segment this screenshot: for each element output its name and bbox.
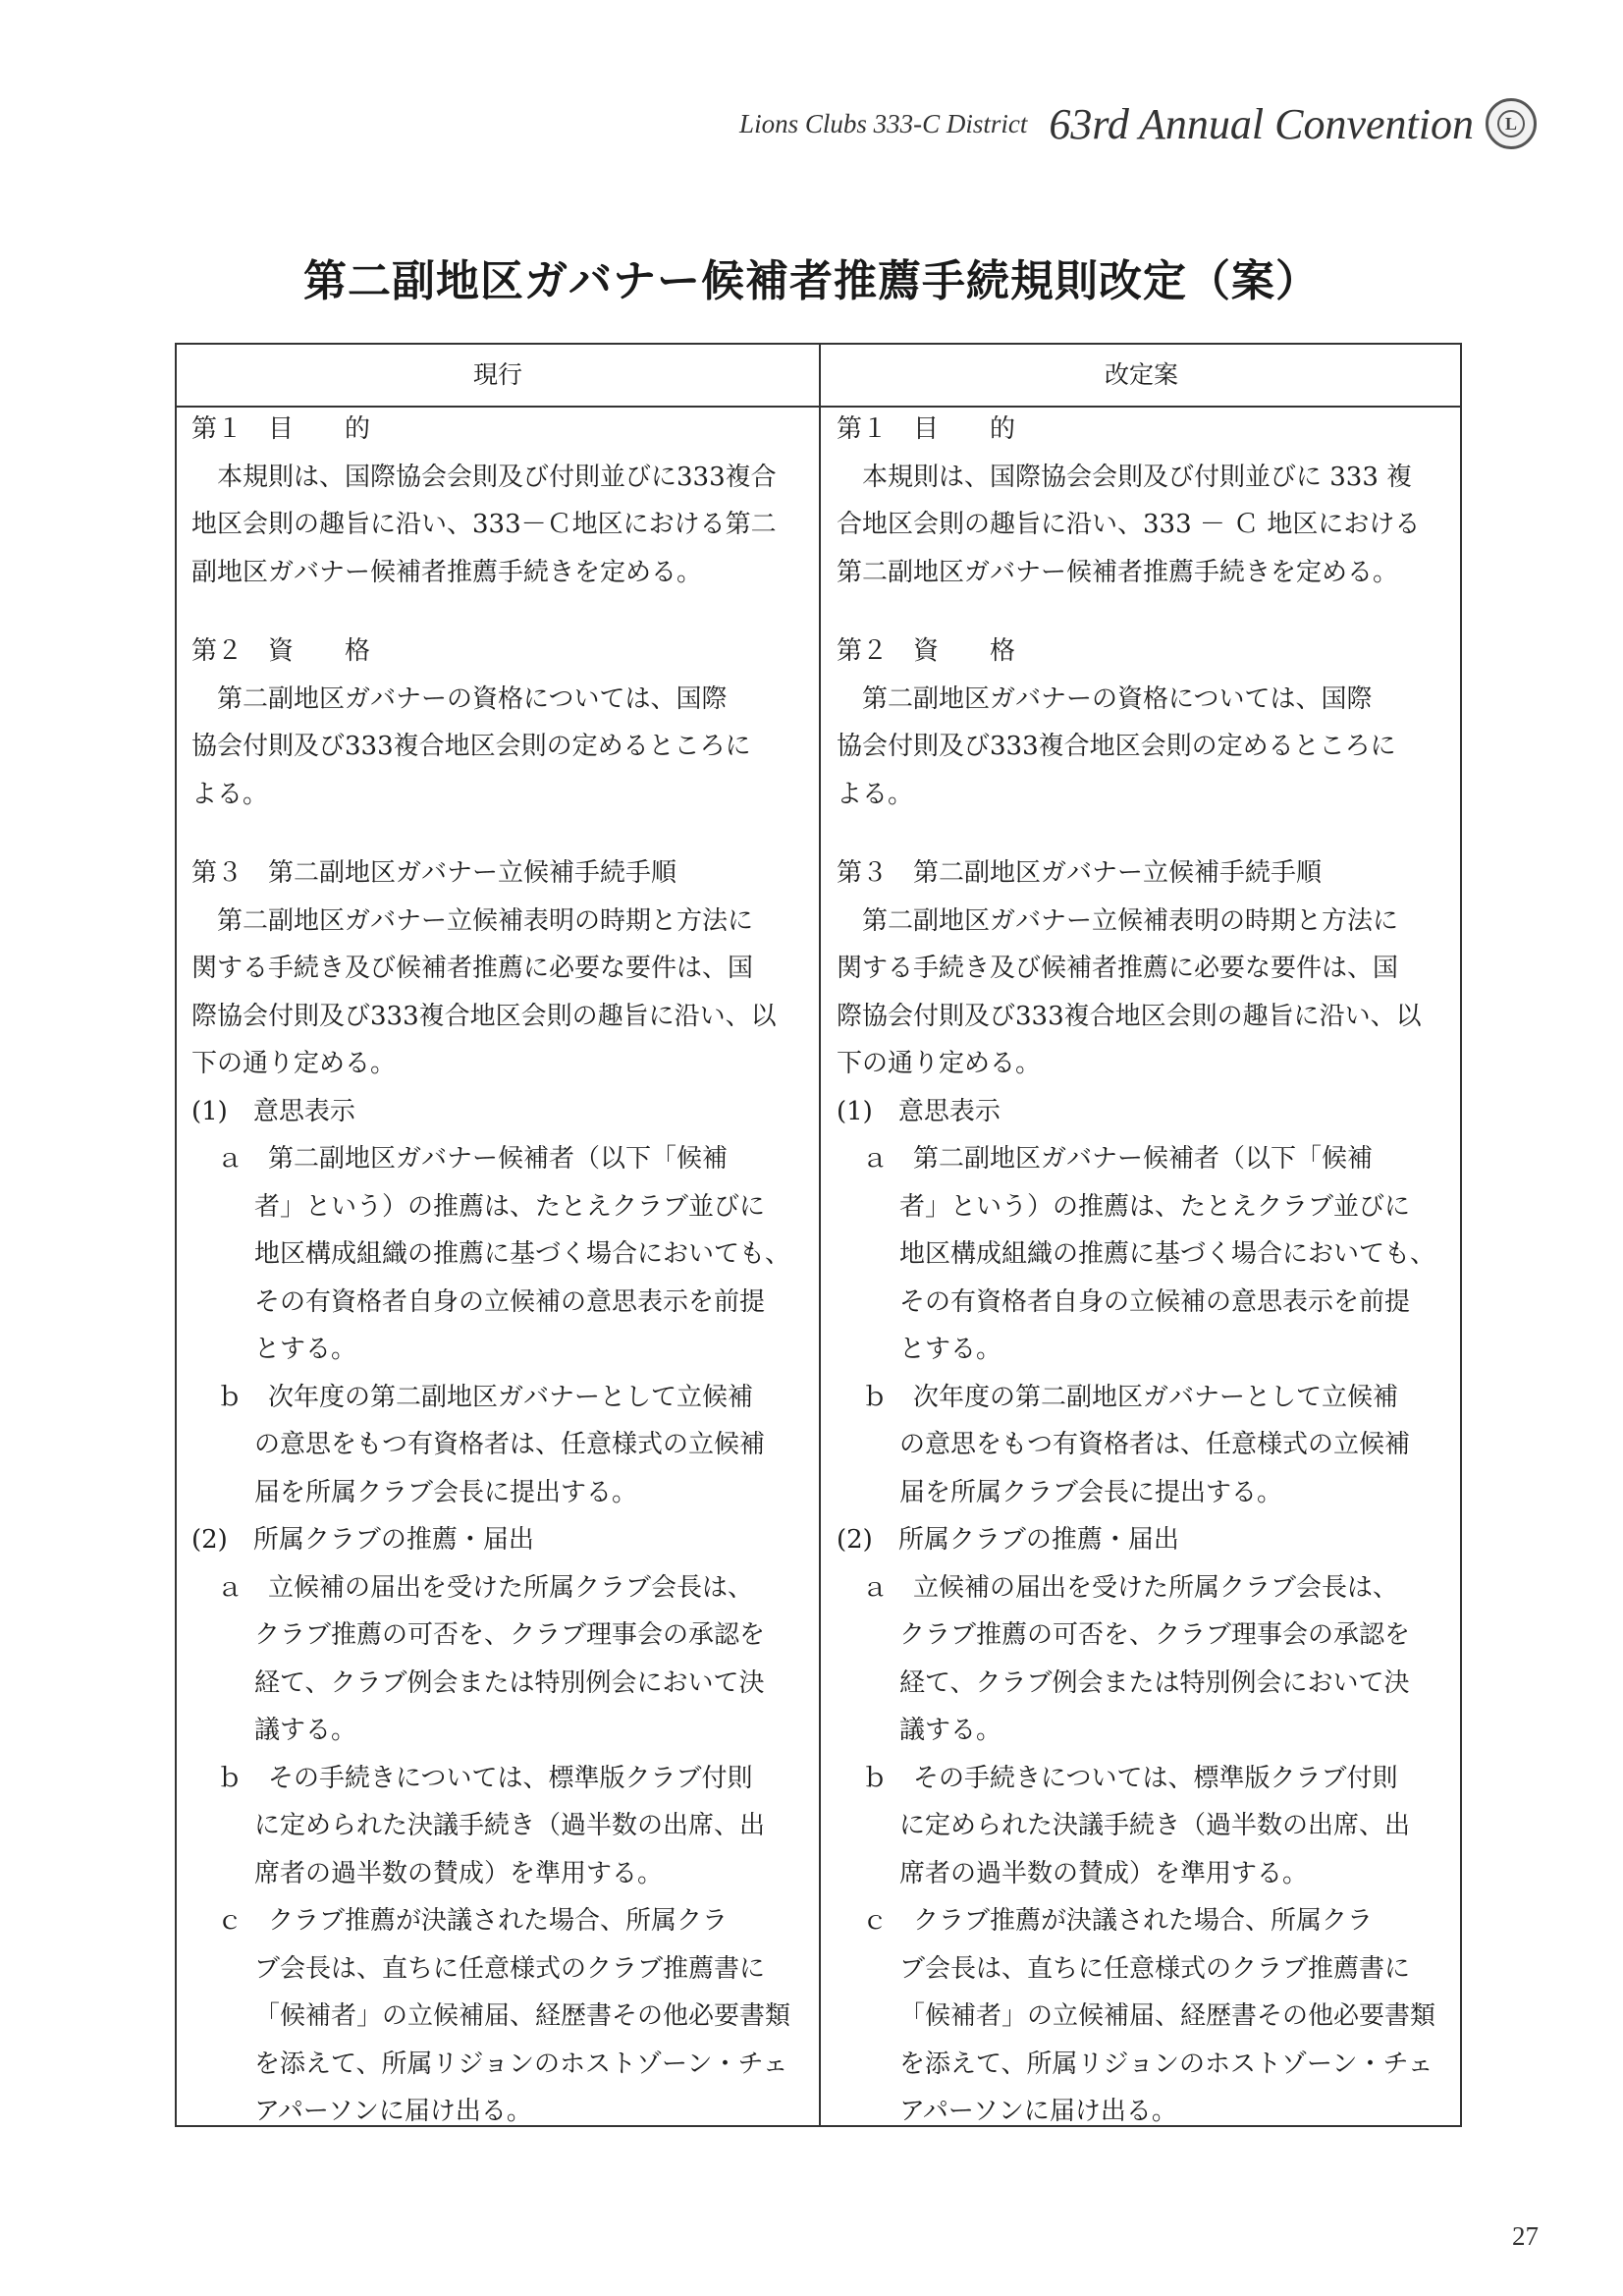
- item-line: クラブ推薦の可否を、クラブ理事会の承認を: [254, 1620, 766, 1650]
- text-line: 第二副地区ガバナーの資格については、国際: [837, 683, 1373, 714]
- text-line: 関する手続き及び候補者推薦に必要な要件は、国: [191, 954, 754, 983]
- article-heading: 第１ 目 的: [191, 414, 371, 444]
- item-line: 「候補者」の立候補届、経歴書その他必要書類: [254, 2001, 791, 2031]
- item-line: ａ 立候補の届出を受けた所属クラブ会長は、: [862, 1572, 1399, 1603]
- item-line: に定められた決議手続き（過半数の出席、出: [254, 1811, 766, 1840]
- section-heading: (2) 所属クラブの推薦・届出: [837, 1525, 1179, 1555]
- item-line: ｂ その手続きについては、標準版クラブ付則: [862, 1763, 1398, 1793]
- article-heading: 第２ 資 格: [837, 636, 1016, 666]
- section-heading: (2) 所属クラブの推薦・届出: [191, 1525, 534, 1555]
- section-heading: (1) 意思表示: [191, 1096, 355, 1126]
- item-line: ａ 立候補の届出を受けた所属クラブ会長は、: [217, 1572, 754, 1603]
- item-line: その有資格者自身の立候補の意思表示を前提: [899, 1286, 1411, 1317]
- item-line: 議する。: [899, 1716, 1002, 1745]
- page-number: 27: [1512, 2221, 1539, 2251]
- text-line: 第二副地区ガバナー立候補表明の時期と方法に: [191, 905, 754, 936]
- text-line: 本規則は、国際協会会則及び付則並びに 333 複: [837, 462, 1413, 492]
- item-line: 「候補者」の立候補届、経歴書その他必要書類: [899, 2001, 1436, 2031]
- item-line: を添えて、所属リジョンのホストゾーン・チェ: [899, 2049, 1434, 2079]
- item-line: ｃ クラブ推薦が決議された場合、所属クラ: [862, 1906, 1374, 1936]
- item-line: アパーソンに届け出る。: [254, 2097, 532, 2126]
- running-header: [739, 98, 1537, 149]
- item-line: クラブ推薦の可否を、クラブ理事会の承認を: [899, 1620, 1411, 1650]
- text-line: 第二副地区ガバナーの資格については、国際: [191, 683, 728, 714]
- document-title: 第二副地区ガバナー候補者推薦手続規則改定（案）: [303, 256, 1320, 306]
- item-line: 席者の過半数の賛成）を準用する。: [254, 1858, 664, 1888]
- item-line: 者」という）の推薦は、たとえクラブ並びに: [899, 1191, 1411, 1222]
- item-line: 地区構成組織の推薦に基づく場合においても、: [899, 1239, 1436, 1269]
- item-line: とする。: [899, 1335, 1002, 1364]
- item-line: に定められた決議手続き（過半数の出席、出: [899, 1811, 1411, 1840]
- item-line: 届を所属クラブ会長に提出する。: [254, 1477, 638, 1507]
- comparison-table: [175, 343, 1462, 2127]
- text-line: 関する手続き及び候補者推薦に必要な要件は、国: [837, 954, 1399, 983]
- text-line: 本規則は、国際協会会則及び付則並びに333複合: [191, 462, 777, 492]
- article-heading: 第１ 目 的: [837, 414, 1016, 444]
- item-line: ａ 第二副地区ガバナー候補者（以下「候補: [217, 1144, 729, 1174]
- header-current: 現行: [472, 360, 522, 389]
- item-line: 席者の過半数の賛成）を準用する。: [899, 1858, 1309, 1888]
- text-line: 際協会付則及び333複合地区会則の趣旨に沿い、以: [191, 1001, 777, 1031]
- item-line: の意思をもつ有資格者は、任意様式の立候補: [899, 1430, 1411, 1459]
- text-line: よる。: [837, 779, 914, 809]
- item-line: ブ会長は、直ちに任意様式のクラブ推薦書に: [899, 1953, 1411, 1984]
- text-line: 第二副地区ガバナー候補者推薦手続きを定める。: [837, 557, 1399, 587]
- column-divider: [819, 345, 821, 2125]
- item-line: アパーソンに届け出る。: [899, 2097, 1177, 2126]
- item-line: ｂ その手続きについては、標準版クラブ付則: [217, 1763, 753, 1793]
- text-line: 際協会付則及び333複合地区会則の趣旨に沿い、以: [837, 1001, 1422, 1031]
- text-line: 下の通り定める。: [191, 1049, 397, 1078]
- header-revised: 改定案: [1104, 360, 1178, 389]
- item-line: 経て、クラブ例会または特別例会において決: [899, 1667, 1410, 1698]
- item-line: 届を所属クラブ会長に提出する。: [899, 1477, 1283, 1507]
- section-heading: (1) 意思表示: [837, 1096, 1001, 1126]
- item-line: とする。: [254, 1335, 357, 1364]
- column-revised: [837, 406, 1453, 2136]
- item-line: ａ 第二副地区ガバナー候補者（以下「候補: [862, 1144, 1374, 1174]
- item-line: 議する。: [254, 1716, 357, 1745]
- column-current: [191, 406, 808, 2136]
- text-line: 副地区ガバナー候補者推薦手続きを定める。: [191, 557, 703, 587]
- item-line: その有資格者自身の立候補の意思表示を前提: [254, 1286, 766, 1317]
- convention-name: 63rd Annual Convention: [1049, 99, 1474, 148]
- district-name: Lions Clubs 333-C District: [739, 108, 1028, 138]
- text-line: 合地区会則の趣旨に沿い、333 － Ｃ 地区における: [837, 510, 1421, 539]
- text-line: 地区会則の趣旨に沿い、333－Ｃ地区における第二: [191, 510, 777, 539]
- item-line: ｂ 次年度の第二副地区ガバナーとして立候補: [862, 1382, 1399, 1412]
- item-line: ｂ 次年度の第二副地区ガバナーとして立候補: [217, 1382, 754, 1412]
- item-line: 経て、クラブ例会または特別例会において決: [254, 1667, 765, 1698]
- text-line: 協会付則及び333複合地区会則の定めるところに: [837, 732, 1396, 761]
- item-line: の意思をもつ有資格者は、任意様式の立候補: [254, 1430, 766, 1459]
- text-line: 協会付則及び333複合地区会則の定めるところに: [191, 732, 751, 761]
- text-line: 第二副地区ガバナー立候補表明の時期と方法に: [837, 905, 1399, 936]
- text-line: よる。: [191, 779, 269, 809]
- text-line: 下の通り定める。: [837, 1049, 1042, 1078]
- article-heading: 第３ 第二副地区ガバナー立候補手続手順: [191, 858, 677, 888]
- item-line: 者」という）の推薦は、たとえクラブ並びに: [254, 1191, 766, 1222]
- item-line: 地区構成組織の推薦に基づく場合においても、: [254, 1239, 791, 1269]
- article-heading: 第３ 第二副地区ガバナー立候補手続手順: [837, 858, 1323, 888]
- lions-emblem-icon: [1486, 98, 1537, 149]
- item-line: ブ会長は、直ちに任意様式のクラブ推薦書に: [254, 1953, 766, 1984]
- emblem-letter: L: [1497, 110, 1525, 137]
- item-line: ｃ クラブ推薦が決議された場合、所属クラ: [217, 1906, 729, 1936]
- item-line: を添えて、所属リジョンのホストゾーン・チェ: [254, 2049, 788, 2079]
- article-heading: 第２ 資 格: [191, 636, 371, 666]
